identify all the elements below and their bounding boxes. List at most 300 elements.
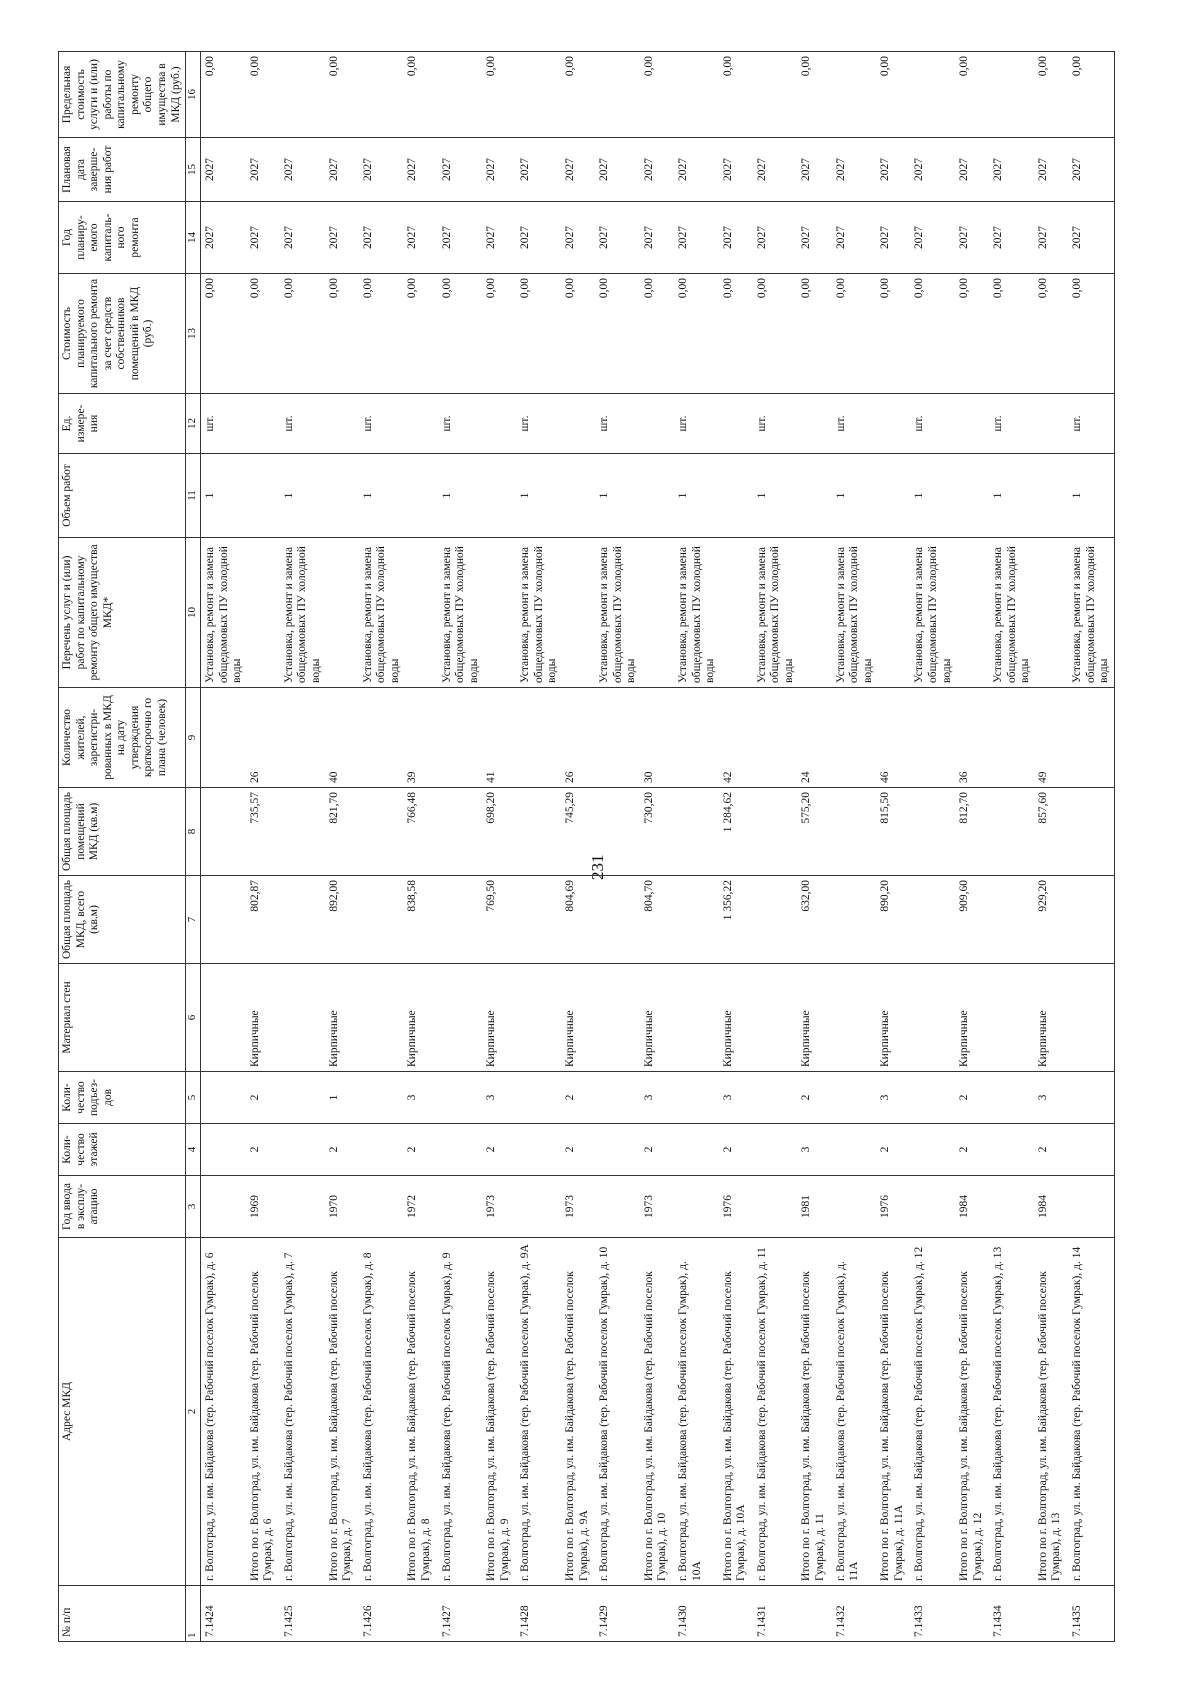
work-description: Установка, ремонт и замена общедомовых ПУ холодной воды <box>989 538 1035 688</box>
residents-count: 49 <box>1035 688 1068 788</box>
column-number-15: 15 <box>186 138 201 202</box>
year-built: 1984 <box>1035 1176 1068 1238</box>
empty-cell <box>280 1176 326 1238</box>
table-row <box>438 52 484 1642</box>
work-description: Установка, ремонт и замена общедомовых ПУ холодной воды <box>1068 538 1114 688</box>
limit-cost <box>359 52 405 138</box>
empty-cell <box>910 1124 956 1176</box>
empty-cell <box>359 1124 405 1176</box>
floors-count: 2 <box>641 1124 674 1176</box>
residents-count: 41 <box>483 688 516 788</box>
completion-date: 2027 <box>910 138 956 202</box>
empty-cell <box>247 1586 280 1642</box>
empty-cell <box>832 1072 878 1124</box>
empty-cell <box>516 688 562 788</box>
empty-cell <box>595 964 641 1072</box>
total-year: 2027 <box>247 202 280 274</box>
table-row-total <box>1035 52 1068 1642</box>
total-area: 769,50 <box>483 876 516 964</box>
column-header-5: Коли-чество подъез-дов <box>59 1072 186 1124</box>
floors-count: 2 <box>956 1124 989 1176</box>
empty-cell <box>1068 788 1114 876</box>
total-year: 2027 <box>956 202 989 274</box>
row-number: 7.1429 <box>595 1586 641 1642</box>
address-cell: г. Волгоград, ул. им. Байдакова (тер. Рабочий поселок Гумрак), д. 7 <box>280 1238 326 1586</box>
residents-count: 39 <box>404 688 437 788</box>
empty-cell <box>832 1176 878 1238</box>
year-built: 1973 <box>483 1176 516 1238</box>
total-label: Итого по г. Волгоград, ул. им. Байдакова (тер. Рабочий поселок Гумрак), д. 9А <box>562 1238 595 1586</box>
column-number-6: 6 <box>186 964 201 1072</box>
entrances-count: 3 <box>483 1072 516 1124</box>
work-volume: 1 <box>595 454 641 538</box>
empty-cell <box>1068 1124 1114 1176</box>
cost-cell: 0,00 <box>753 274 799 394</box>
total-date: 2027 <box>247 138 280 202</box>
row-number: 7.1433 <box>910 1586 956 1642</box>
column-header-14: Год планиру-емого капиталь-ного ремонта <box>59 202 186 274</box>
unit-cell: шт. <box>359 394 405 454</box>
total-year: 2027 <box>1035 202 1068 274</box>
total-date: 2027 <box>404 138 437 202</box>
empty-cell <box>832 788 878 876</box>
total-year: 2027 <box>877 202 910 274</box>
total-cost: 0,00 <box>404 274 437 394</box>
column-number-7: 7 <box>186 876 201 964</box>
completion-date: 2027 <box>438 138 484 202</box>
completion-date: 2027 <box>989 138 1035 202</box>
address-cell: г. Волгоград, ул. им. Байдакова (тер. Рабочий поселок Гумрак), д. 9 <box>438 1238 484 1586</box>
empty-cell <box>359 1176 405 1238</box>
row-number: 7.1430 <box>674 1586 720 1642</box>
entrances-count: 2 <box>798 1072 831 1124</box>
year-built: 1984 <box>956 1176 989 1238</box>
cost-cell: 0,00 <box>438 274 484 394</box>
entrances-count: 3 <box>641 1072 674 1124</box>
work-volume: 1 <box>201 454 247 538</box>
total-cost: 0,00 <box>483 274 516 394</box>
empty-cell <box>1068 876 1114 964</box>
cost-cell: 0,00 <box>595 274 641 394</box>
total-date: 2027 <box>798 138 831 202</box>
total-label: Итого по г. Волгоград, ул. им. Байдакова (тер. Рабочий поселок Гумрак), д. 10 <box>641 1238 674 1586</box>
year-built: 1970 <box>326 1176 359 1238</box>
total-area: 890,20 <box>877 876 910 964</box>
column-number-2: 2 <box>186 1238 201 1586</box>
total-label: Итого по г. Волгоград, ул. им. Байдакова (тер. Рабочий поселок Гумрак), д. 11 <box>798 1238 831 1586</box>
rooms-area: 575,20 <box>798 788 831 876</box>
residents-count: 36 <box>956 688 989 788</box>
table-row <box>359 52 405 1642</box>
total-date: 2027 <box>956 138 989 202</box>
column-header-11: Объем работ <box>59 454 186 538</box>
repair-year: 2027 <box>359 202 405 274</box>
empty-cell <box>516 876 562 964</box>
work-volume: 1 <box>832 454 878 538</box>
total-year: 2027 <box>720 202 753 274</box>
year-built: 1973 <box>641 1176 674 1238</box>
empty-cell <box>720 454 753 538</box>
total-cost: 0,00 <box>247 274 280 394</box>
total-year: 2027 <box>562 202 595 274</box>
floors-count: 2 <box>720 1124 753 1176</box>
entrances-count: 3 <box>404 1072 437 1124</box>
empty-cell <box>595 1124 641 1176</box>
total-year: 2027 <box>641 202 674 274</box>
total-label: Итого по г. Волгоград, ул. им. Байдакова (тер. Рабочий поселок Гумрак), д. 13 <box>1035 1238 1068 1586</box>
total-date: 2027 <box>720 138 753 202</box>
rooms-area: 735,57 <box>247 788 280 876</box>
unit-cell: шт. <box>910 394 956 454</box>
table-row <box>674 52 720 1642</box>
empty-cell <box>280 688 326 788</box>
empty-cell <box>989 1176 1035 1238</box>
empty-cell <box>516 1072 562 1124</box>
floors-count: 2 <box>1035 1124 1068 1176</box>
total-area: 632,00 <box>798 876 831 964</box>
table-row-total <box>562 52 595 1642</box>
rooms-area: 745,29 <box>562 788 595 876</box>
empty-cell <box>956 454 989 538</box>
total-date: 2027 <box>1035 138 1068 202</box>
work-volume: 1 <box>438 454 484 538</box>
column-number-9: 9 <box>186 688 201 788</box>
empty-cell <box>404 454 437 538</box>
empty-cell <box>483 1586 516 1642</box>
address-cell: г. Волгоград, ул. им. Байдакова (тер. Рабочий поселок Гумрак), д. 14 <box>1068 1238 1114 1586</box>
entrances-count: 2 <box>247 1072 280 1124</box>
limit-cost <box>832 52 878 138</box>
total-label: Итого по г. Волгоград, ул. им. Байдакова (тер. Рабочий поселок Гумрак), д. 11А <box>877 1238 910 1586</box>
table-row-total <box>720 52 753 1642</box>
table-row <box>201 52 247 1642</box>
column-header-8: Общая площадь помещений МКД (кв.м) <box>59 788 186 876</box>
empty-cell <box>989 876 1035 964</box>
address-cell: г. Волгоград, ул. им. Байдакова (тер. Рабочий поселок Гумрак), д. 11А <box>832 1238 878 1586</box>
total-area: 804,70 <box>641 876 674 964</box>
work-volume: 1 <box>359 454 405 538</box>
cost-cell: 0,00 <box>516 274 562 394</box>
completion-date: 2027 <box>359 138 405 202</box>
empty-cell <box>720 394 753 454</box>
total-label: Итого по г. Волгоград, ул. им. Байдакова (тер. Рабочий поселок Гумрак), д. 12 <box>956 1238 989 1586</box>
address-cell: г. Волгоград, ул. им. Байдакова (тер. Рабочий поселок Гумрак), д. 9А <box>516 1238 562 1586</box>
empty-cell <box>247 538 280 688</box>
column-header-16: Предельная стоимость услуги и (или) работы по капитальному ремонту общего имущества в МКД (руб.) <box>59 52 186 138</box>
work-volume: 1 <box>674 454 720 538</box>
header-numbers-row <box>186 52 201 1642</box>
empty-cell <box>595 788 641 876</box>
total-limit: 0,00 <box>720 52 753 138</box>
unit-cell: шт. <box>1068 394 1114 454</box>
residents-count: 46 <box>877 688 910 788</box>
table-row <box>280 52 326 1642</box>
year-built: 1976 <box>720 1176 753 1238</box>
empty-cell <box>1068 688 1114 788</box>
empty-cell <box>595 1072 641 1124</box>
work-volume: 1 <box>280 454 326 538</box>
empty-cell <box>1035 1586 1068 1642</box>
empty-cell <box>359 1072 405 1124</box>
table-row-total <box>483 52 516 1642</box>
column-header-6: Материал стен <box>59 964 186 1072</box>
repair-year: 2027 <box>753 202 799 274</box>
empty-cell <box>359 788 405 876</box>
address-cell: г. Волгоград, ул. им. Байдакова (тер. Рабочий поселок Гумрак), д. 13 <box>989 1238 1035 1586</box>
empty-cell <box>201 1072 247 1124</box>
empty-cell <box>753 688 799 788</box>
rooms-area: 812,70 <box>956 788 989 876</box>
limit-cost <box>910 52 956 138</box>
floors-count: 2 <box>562 1124 595 1176</box>
column-number-10: 10 <box>186 538 201 688</box>
total-area: 838,58 <box>404 876 437 964</box>
work-description: Установка, ремонт и замена общедомовых ПУ холодной воды <box>516 538 562 688</box>
table-row-total <box>404 52 437 1642</box>
column-header-3: Год ввода в эксплу-атацию <box>59 1176 186 1238</box>
work-description: Установка, ремонт и замена общедомовых ПУ холодной воды <box>359 538 405 688</box>
column-number-11: 11 <box>186 454 201 538</box>
total-limit: 0,00 <box>247 52 280 138</box>
cost-cell: 0,00 <box>674 274 720 394</box>
empty-cell <box>910 876 956 964</box>
repair-year: 2027 <box>438 202 484 274</box>
work-volume: 1 <box>910 454 956 538</box>
empty-cell <box>641 394 674 454</box>
rooms-area: 766,48 <box>404 788 437 876</box>
empty-cell <box>595 688 641 788</box>
entrances-count: 2 <box>562 1072 595 1124</box>
total-year: 2027 <box>326 202 359 274</box>
empty-cell <box>483 538 516 688</box>
empty-cell <box>753 1072 799 1124</box>
total-area: 909,60 <box>956 876 989 964</box>
empty-cell <box>877 394 910 454</box>
completion-date: 2027 <box>1068 138 1114 202</box>
empty-cell <box>910 788 956 876</box>
floors-count: 3 <box>798 1124 831 1176</box>
total-area: 1 356,22 <box>720 876 753 964</box>
cost-cell: 0,00 <box>280 274 326 394</box>
total-date: 2027 <box>562 138 595 202</box>
empty-cell <box>483 394 516 454</box>
address-cell: г. Волгоград, ул. им. Байдакова (тер. Рабочий поселок Гумрак), д. 6 <box>201 1238 247 1586</box>
work-description: Установка, ремонт и замена общедомовых ПУ холодной воды <box>280 538 326 688</box>
empty-cell <box>989 964 1035 1072</box>
column-header-1: № п/п <box>59 1586 186 1642</box>
repair-year: 2027 <box>516 202 562 274</box>
address-cell: г. Волгоград, ул. им. Байдакова (тер. Рабочий поселок Гумрак), д. 8 <box>359 1238 405 1586</box>
completion-date: 2027 <box>201 138 247 202</box>
total-cost: 0,00 <box>877 274 910 394</box>
row-number: 7.1432 <box>832 1586 878 1642</box>
address-cell: г. Волгоград, ул. им. Байдакова (тер. Рабочий поселок Гумрак), д. 11 <box>753 1238 799 1586</box>
total-year: 2027 <box>404 202 437 274</box>
empty-cell <box>641 1586 674 1642</box>
table-header <box>59 52 201 1642</box>
table-row-total <box>798 52 831 1642</box>
total-limit: 0,00 <box>877 52 910 138</box>
total-cost: 0,00 <box>956 274 989 394</box>
empty-cell <box>438 1072 484 1124</box>
entrances-count: 1 <box>326 1072 359 1124</box>
column-number-1: 1 <box>186 1586 201 1642</box>
total-limit: 0,00 <box>956 52 989 138</box>
empty-cell <box>641 538 674 688</box>
empty-cell <box>326 394 359 454</box>
limit-cost <box>516 52 562 138</box>
column-header-4: Коли-чество этажей <box>59 1124 186 1176</box>
table-row <box>989 52 1035 1642</box>
limit-cost <box>280 52 326 138</box>
empty-cell <box>326 1586 359 1642</box>
wall-material: Кирпичные <box>956 964 989 1072</box>
empty-cell <box>989 788 1035 876</box>
total-area: 804,69 <box>562 876 595 964</box>
table-row <box>753 52 799 1642</box>
table-row <box>832 52 878 1642</box>
limit-cost <box>753 52 799 138</box>
residents-count: 40 <box>326 688 359 788</box>
total-label: Итого по г. Волгоград, ул. им. Байдакова (тер. Рабочий поселок Гумрак), д. 6 <box>247 1238 280 1586</box>
floors-count: 2 <box>404 1124 437 1176</box>
repair-year: 2027 <box>832 202 878 274</box>
residents-count: 30 <box>641 688 674 788</box>
completion-date: 2027 <box>280 138 326 202</box>
empty-cell <box>753 1124 799 1176</box>
cost-cell: 0,00 <box>989 274 1035 394</box>
wall-material: Кирпичные <box>404 964 437 1072</box>
repair-year: 2027 <box>595 202 641 274</box>
total-label: Итого по г. Волгоград, ул. им. Байдакова (тер. Рабочий поселок Гумрак), д. 10А <box>720 1238 753 1586</box>
empty-cell <box>595 876 641 964</box>
floors-count: 2 <box>326 1124 359 1176</box>
empty-cell <box>562 394 595 454</box>
floors-count: 2 <box>877 1124 910 1176</box>
empty-cell <box>910 1072 956 1124</box>
total-label: Итого по г. Волгоград, ул. им. Байдакова (тер. Рабочий поселок Гумрак), д. 9 <box>483 1238 516 1586</box>
empty-cell <box>832 964 878 1072</box>
year-built: 1973 <box>562 1176 595 1238</box>
empty-cell <box>326 538 359 688</box>
total-year: 2027 <box>798 202 831 274</box>
floors-count: 2 <box>247 1124 280 1176</box>
column-header-12: Ед. измере-ния <box>59 394 186 454</box>
floors-count: 2 <box>483 1124 516 1176</box>
unit-cell: шт. <box>516 394 562 454</box>
total-date: 2027 <box>326 138 359 202</box>
wall-material: Кирпичные <box>798 964 831 1072</box>
empty-cell <box>989 1072 1035 1124</box>
column-number-13: 13 <box>186 274 201 394</box>
total-limit: 0,00 <box>404 52 437 138</box>
empty-cell <box>674 688 720 788</box>
empty-cell <box>674 876 720 964</box>
empty-cell <box>674 788 720 876</box>
empty-cell <box>753 876 799 964</box>
empty-cell <box>562 1586 595 1642</box>
total-limit: 0,00 <box>562 52 595 138</box>
empty-cell <box>641 454 674 538</box>
row-number: 7.1425 <box>280 1586 326 1642</box>
empty-cell <box>595 1176 641 1238</box>
row-number: 7.1428 <box>516 1586 562 1642</box>
empty-cell <box>674 964 720 1072</box>
total-date: 2027 <box>483 138 516 202</box>
empty-cell <box>910 1176 956 1238</box>
row-number: 7.1434 <box>989 1586 1035 1642</box>
empty-cell <box>438 688 484 788</box>
empty-cell <box>483 454 516 538</box>
empty-cell <box>1068 964 1114 1072</box>
empty-cell <box>720 1586 753 1642</box>
empty-cell <box>753 964 799 1072</box>
total-cost: 0,00 <box>1035 274 1068 394</box>
empty-cell <box>438 876 484 964</box>
unit-cell: шт. <box>595 394 641 454</box>
empty-cell <box>1035 538 1068 688</box>
limit-cost: 0,00 <box>201 52 247 138</box>
empty-cell <box>877 454 910 538</box>
wall-material: Кирпичные <box>326 964 359 1072</box>
unit-cell: шт. <box>753 394 799 454</box>
unit-cell: шт. <box>438 394 484 454</box>
entrances-count: 3 <box>720 1072 753 1124</box>
empty-cell <box>438 1124 484 1176</box>
wall-material: Кирпичные <box>1035 964 1068 1072</box>
empty-cell <box>877 538 910 688</box>
repair-year: 2027 <box>201 202 247 274</box>
column-number-16: 16 <box>186 52 201 138</box>
empty-cell <box>326 454 359 538</box>
empty-cell <box>280 788 326 876</box>
work-volume: 1 <box>753 454 799 538</box>
table-row-total <box>956 52 989 1642</box>
cost-cell: 0,00 <box>910 274 956 394</box>
total-limit: 0,00 <box>798 52 831 138</box>
empty-cell <box>516 1124 562 1176</box>
row-number: 7.1427 <box>438 1586 484 1642</box>
wall-material: Кирпичные <box>641 964 674 1072</box>
table-row-total <box>247 52 280 1642</box>
empty-cell <box>1068 1072 1114 1124</box>
empty-cell <box>753 788 799 876</box>
work-description: Установка, ремонт и замена общедомовых ПУ холодной воды <box>674 538 720 688</box>
year-built: 1981 <box>798 1176 831 1238</box>
table-row <box>910 52 956 1642</box>
empty-cell <box>201 788 247 876</box>
repair-year: 2027 <box>674 202 720 274</box>
row-number: 7.1431 <box>753 1586 799 1642</box>
rooms-area: 730,20 <box>641 788 674 876</box>
residents-count: 26 <box>562 688 595 788</box>
column-number-12: 12 <box>186 394 201 454</box>
column-number-8: 8 <box>186 788 201 876</box>
table-row <box>516 52 562 1642</box>
column-number-14: 14 <box>186 202 201 274</box>
address-cell: г. Волгоград, ул. им. Байдакова (тер. Рабочий поселок Гумрак), д. 10А <box>674 1238 720 1586</box>
empty-cell <box>720 538 753 688</box>
empty-cell <box>877 1586 910 1642</box>
limit-cost <box>989 52 1035 138</box>
empty-cell <box>832 876 878 964</box>
row-number: 7.1426 <box>359 1586 405 1642</box>
empty-cell <box>404 394 437 454</box>
empty-cell <box>247 454 280 538</box>
empty-cell <box>956 394 989 454</box>
repair-year: 2027 <box>280 202 326 274</box>
table-row <box>1068 52 1114 1642</box>
